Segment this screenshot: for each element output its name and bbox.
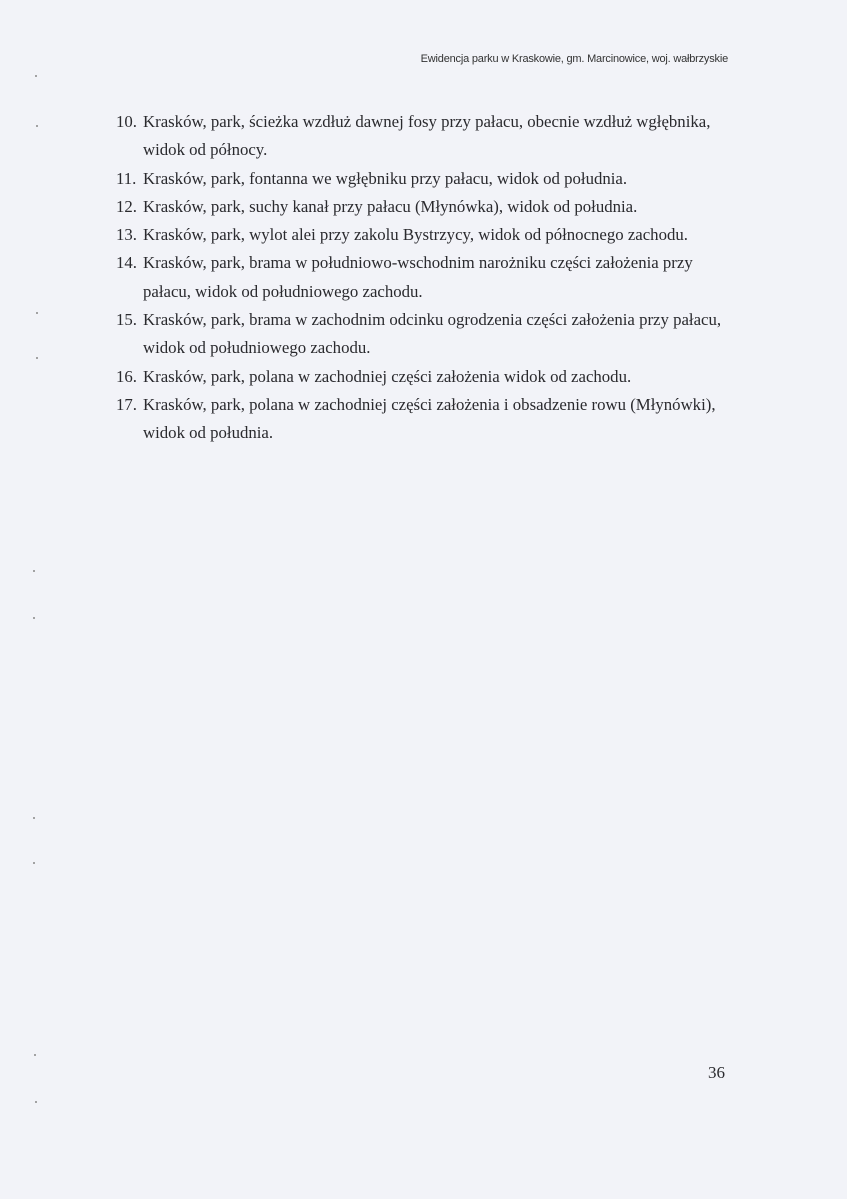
list-item [116,363,756,391]
list-item [116,249,703,306]
scan-speck [33,617,35,619]
item-text: Krasków, park, brama w zachodnim odcinku ogrodzenia części założenia przy pałacu, widok od południowego zachodu. [143,310,722,358]
list-item [116,306,756,363]
item-text: Krasków, park, polana w zachodniej części założenia i obsadzenie rowu (Młynówki), widok od południa. [143,394,716,443]
list-item [116,221,756,249]
scan-speck [33,862,35,864]
scan-speck [35,1101,37,1103]
scan-speck [33,817,35,819]
item-number: 10. [116,112,137,131]
item-text: Krasków, park, polana w zachodniej części założenia widok od zachodu. [143,366,632,386]
item-number: 15. [116,310,137,330]
item-text: Krasków, park, brama w południowo-wschodnim narożniku części założenia przy pałacu, widok od południowego zachodu. [143,253,693,301]
page-number: 36 [708,1063,725,1082]
list-item [116,391,753,448]
item-number: 14. [116,253,137,273]
photo-caption-list [116,108,756,448]
item-number: 11. [116,168,137,188]
item-text: Krasków, park, fontanna we wgłębniku przy pałacu, widok od południa. [143,168,628,188]
list-item [116,165,756,193]
item-text: Krasków, park, wylot alei przy zakolu Bystrzycy, widok od północnego zachodu. [143,225,688,245]
running-header: Ewidencja parku w Kraskowie, gm. Marcinowice, woj. wałbrzyskie [420,53,728,65]
scan-speck [35,75,37,77]
list-item [116,193,756,221]
scan-speck [34,1054,36,1056]
item-number: 12. [116,196,137,216]
scan-speck [36,125,38,127]
item-number: 13. [116,225,137,245]
scan-speck [36,312,38,314]
item-number: 17. [116,394,137,414]
item-text: Krasków, park, suchy kanał przy pałacu (Młynówka), widok od południa. [143,196,638,216]
item-text: Krasków, park, ścieżka wzdłuż dawnej fosy przy pałacu, obecnie wzdłuż wgłębnika, widok od północy. [143,112,711,160]
item-number: 16. [116,366,137,386]
list-item [116,108,756,165]
scan-speck [33,570,35,572]
scan-speck [36,357,38,359]
